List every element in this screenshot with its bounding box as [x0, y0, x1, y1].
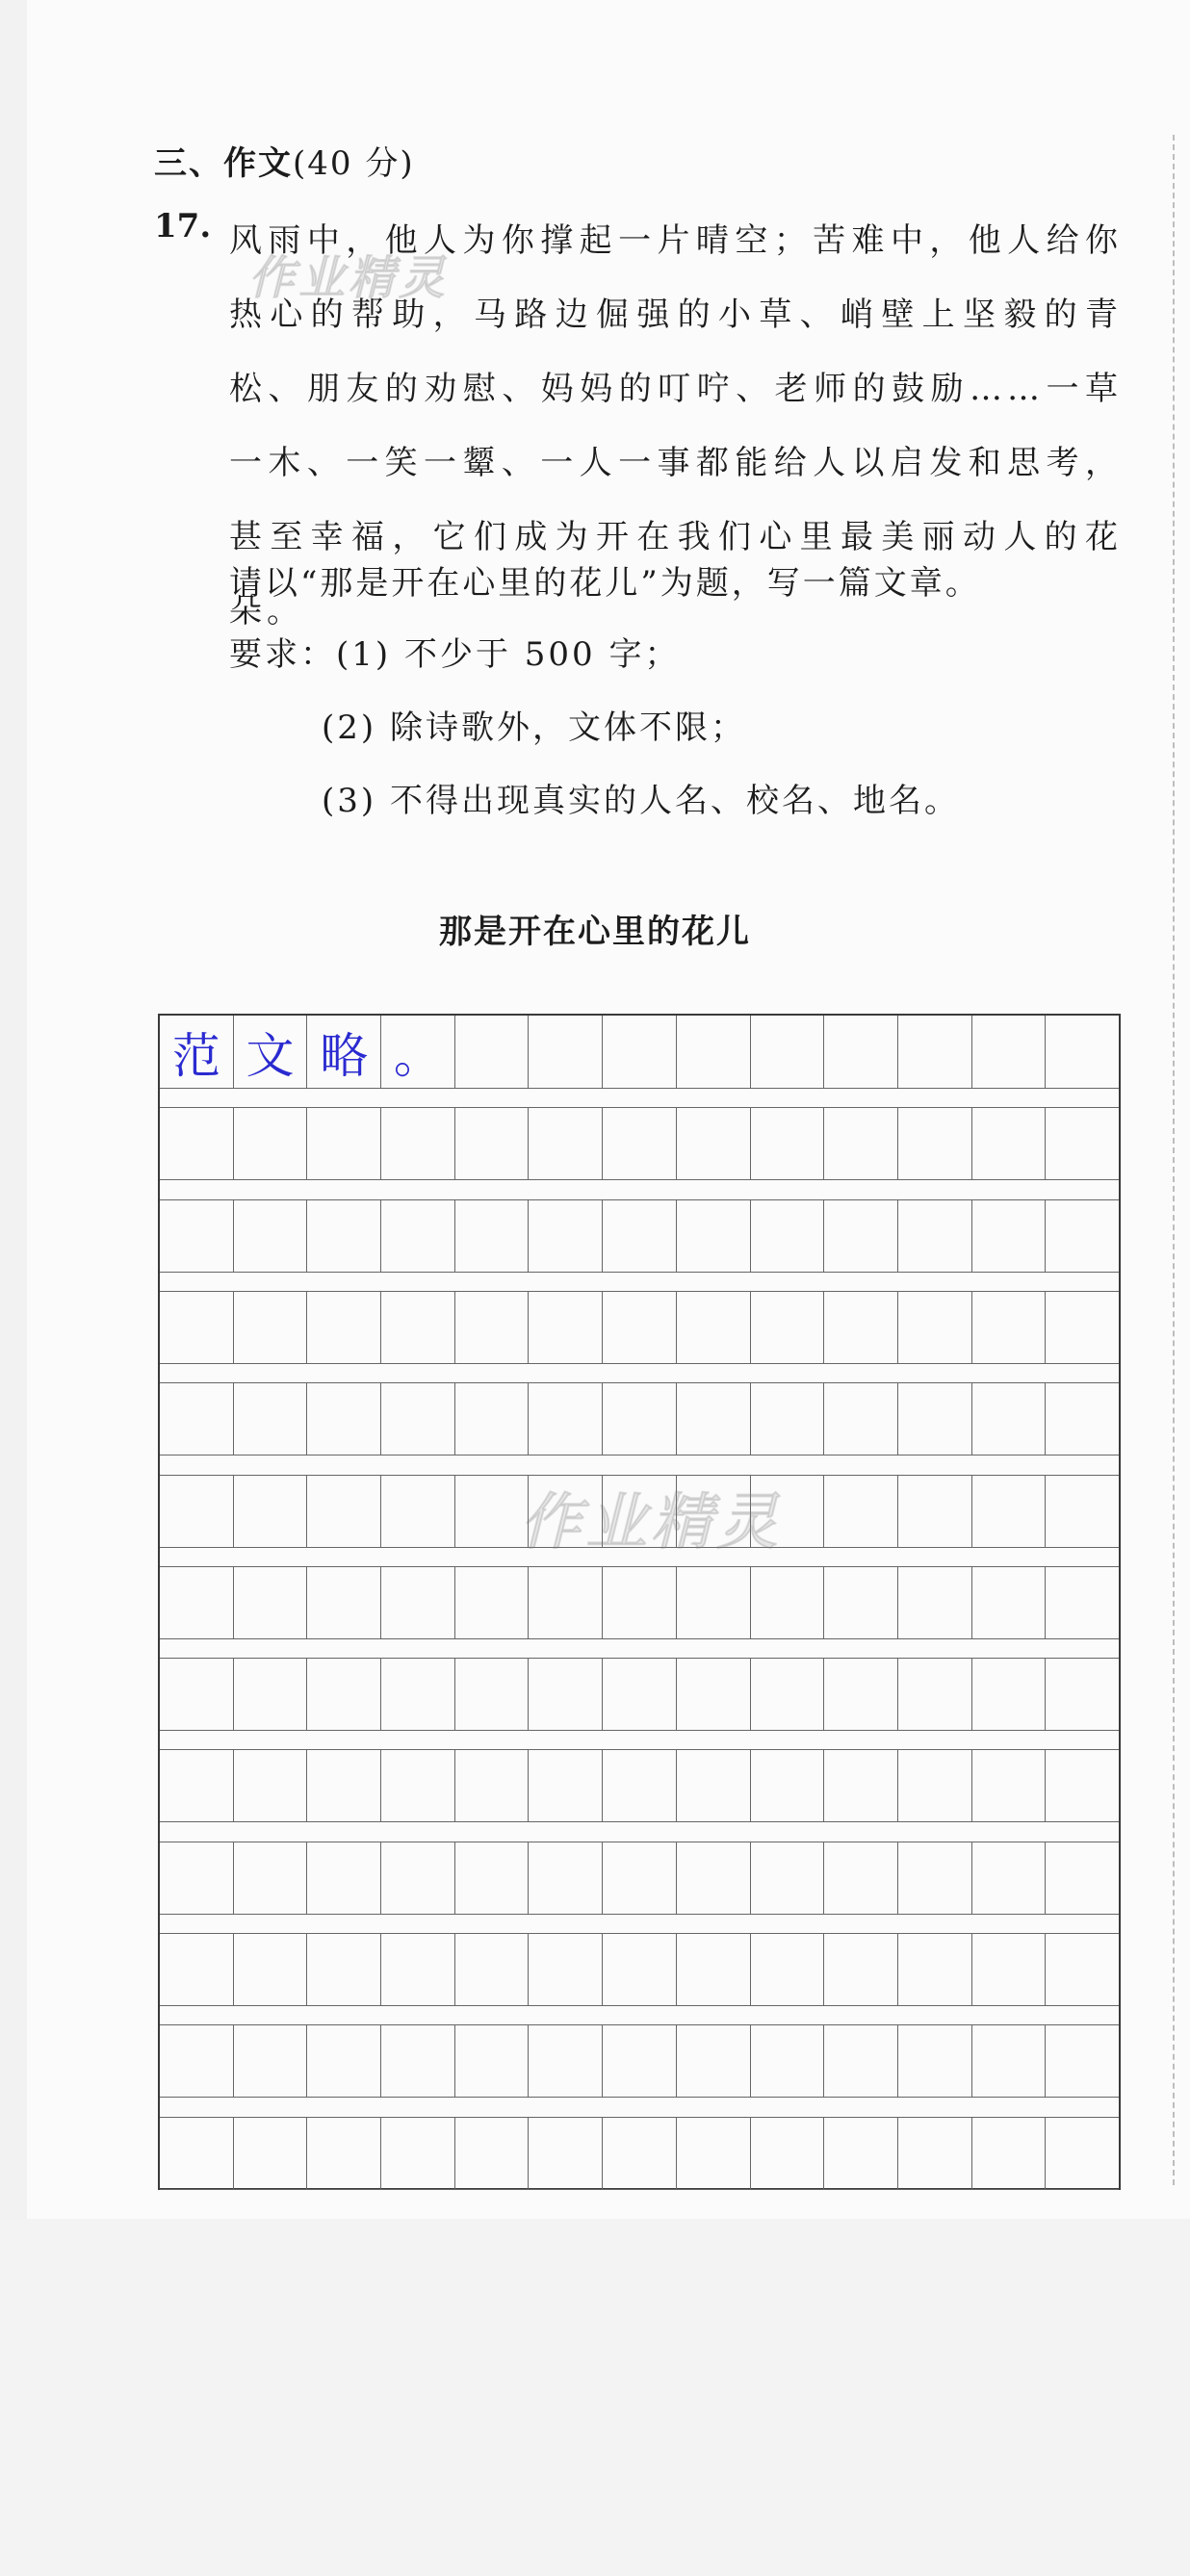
grid-cell — [751, 1750, 825, 1821]
grid-cell — [381, 1934, 455, 2005]
grid-cell — [824, 1292, 898, 1363]
requirement-item: (1) 不少于 500 字； — [336, 635, 681, 674]
grid-cell — [972, 1108, 1047, 1179]
grid-cell — [307, 1750, 381, 1821]
grid-cell — [824, 1842, 898, 1914]
grid-cell — [972, 1383, 1047, 1455]
grid-cell — [751, 1934, 825, 2005]
grid-cell — [751, 2025, 825, 2097]
requirement-item: (3) 不得出现真实的人名、校名、地名。 — [322, 782, 960, 820]
grid-cell — [898, 1016, 972, 1088]
grid-cell — [824, 1200, 898, 1272]
grid-cell — [972, 2118, 1047, 2189]
grid-cell — [677, 1200, 751, 1272]
grid-cell — [160, 2118, 234, 2189]
grid-cell — [529, 1200, 603, 1272]
grid-cell — [677, 1842, 751, 1914]
grid-cell — [234, 1659, 308, 1730]
grid-cell — [603, 1750, 677, 1821]
grid-cell — [160, 1108, 234, 1179]
requirement-item: (2) 除诗歌外，文体不限； — [322, 708, 746, 747]
page-binding-line — [1173, 135, 1177, 2185]
grid-cell — [898, 1200, 972, 1272]
grid-cell — [972, 1016, 1047, 1088]
grid-row — [160, 2117, 1119, 2190]
grid-cell — [1046, 1200, 1119, 1272]
requirements-line-1 — [229, 628, 680, 675]
grid-cell — [1046, 1659, 1119, 1730]
grid-cell — [381, 1383, 455, 1455]
composition-grid — [158, 1014, 1121, 2190]
grid-cell — [160, 1659, 234, 1730]
grid-cell — [160, 1842, 234, 1914]
grid-row — [160, 1291, 1119, 1364]
grid-cell — [751, 1016, 825, 1088]
grid-cell — [751, 1200, 825, 1272]
grid-cell — [160, 1567, 234, 1638]
grid-cell — [603, 1200, 677, 1272]
section-heading — [154, 137, 415, 184]
grid-cell — [455, 1659, 530, 1730]
watermark: 作业精灵 — [520, 1487, 782, 1558]
grid-cell — [529, 1016, 603, 1088]
grid-cell — [455, 1200, 530, 1272]
grid-cell — [603, 1292, 677, 1363]
grid-cell — [677, 1383, 751, 1455]
grid-cell — [603, 1108, 677, 1179]
grid-cell — [603, 1934, 677, 2005]
grid-cell — [1046, 1567, 1119, 1638]
grid-cell — [307, 1292, 381, 1363]
grid-cell — [307, 1200, 381, 1272]
essay-title: 那是开在心里的花儿 — [439, 913, 751, 951]
grid-cell — [1046, 1476, 1119, 1547]
grid-cell — [455, 1108, 530, 1179]
grid-cell — [603, 1842, 677, 1914]
grid-row — [160, 1749, 1119, 1822]
grid-cell — [972, 1842, 1047, 1914]
answer-char: 文 — [234, 1016, 308, 1088]
question-prompt: 风雨中，他人为你撑起一片晴空；苦难中，他人给你热心的帮助，马路边倔强的小草、峭壁上坚毅的青松、朋友的劝慰、妈妈的叮咛、老师的鼓励……一草一木、一笑一颦、一人一事都能给人以启发和思考，甚至幸福，它们成为开在我们心里最美丽动人的花朵。 — [229, 221, 1123, 631]
grid-cell — [381, 1842, 455, 1914]
grid-cell — [160, 1200, 234, 1272]
grid-cell — [972, 1934, 1047, 2005]
grid-row — [160, 1933, 1119, 2006]
grid-cell — [824, 1567, 898, 1638]
grid-cell — [824, 1934, 898, 2005]
grid-cell — [824, 2025, 898, 2097]
grid-cell — [1046, 1750, 1119, 1821]
grid-cell — [381, 1750, 455, 1821]
grid-row — [160, 2024, 1119, 2098]
grid-cell — [898, 1842, 972, 1914]
grid-cell — [455, 1016, 530, 1088]
grid-cell — [455, 2025, 530, 2097]
grid-cell — [307, 1934, 381, 2005]
grid-cell — [307, 2118, 381, 2189]
grid-cell — [898, 1383, 972, 1455]
grid-cell — [824, 1750, 898, 1821]
grid-cell — [972, 1567, 1047, 1638]
grid-cell — [529, 1659, 603, 1730]
grid-cell — [898, 1108, 972, 1179]
grid-cell — [160, 1476, 234, 1547]
grid-cell — [677, 1108, 751, 1179]
grid-cell — [898, 1567, 972, 1638]
grid-cell — [381, 2118, 455, 2189]
grid-cell — [307, 1567, 381, 1638]
grid-cell — [455, 1292, 530, 1363]
grid-cell — [529, 2025, 603, 2097]
grid-cell — [677, 1659, 751, 1730]
grid-cell — [234, 1842, 308, 1914]
grid-cell — [677, 1292, 751, 1363]
page-edge-shadow — [0, 0, 27, 2224]
grid-cell — [307, 1108, 381, 1179]
grid-cell — [751, 2118, 825, 2189]
grid-cell — [677, 2118, 751, 2189]
grid-row — [160, 1842, 1119, 1915]
grid-cell — [1046, 1934, 1119, 2005]
grid-cell — [972, 1659, 1047, 1730]
grid-cell — [455, 1383, 530, 1455]
grid-cell — [751, 1108, 825, 1179]
grid-cell — [1046, 1016, 1119, 1088]
grid-cell — [603, 1016, 677, 1088]
grid-cell — [529, 1292, 603, 1363]
grid-cell — [381, 1476, 455, 1547]
grid-cell — [234, 1750, 308, 1821]
grid-cell — [677, 1934, 751, 2005]
requirements-label: 要求： — [229, 635, 336, 674]
grid-cell — [972, 1200, 1047, 1272]
grid-row — [160, 1199, 1119, 1273]
grid-cell — [160, 1383, 234, 1455]
answer-char: 。 — [381, 1016, 455, 1088]
blank-margin — [0, 2219, 1190, 2576]
grid-row — [160, 1658, 1119, 1731]
grid-cell — [677, 1750, 751, 1821]
grid-cell — [455, 1842, 530, 1914]
grid-cell — [381, 1567, 455, 1638]
grid-row — [160, 1016, 1119, 1089]
grid-cell — [160, 2025, 234, 2097]
grid-cell — [160, 1292, 234, 1363]
grid-cell — [677, 2025, 751, 2097]
grid-cell — [381, 2025, 455, 2097]
grid-cell — [824, 2118, 898, 2189]
grid-cell — [972, 1476, 1047, 1547]
grid-cell — [234, 1383, 308, 1455]
grid-cell — [455, 2118, 530, 2189]
grid-cell — [1046, 2025, 1119, 2097]
grid-row — [160, 1382, 1119, 1455]
grid-cell — [898, 1659, 972, 1730]
grid-cell — [751, 1842, 825, 1914]
grid-cell — [898, 1934, 972, 2005]
grid-cell — [529, 1934, 603, 2005]
grid-cell — [603, 1567, 677, 1638]
watermark: 作业精灵 — [248, 251, 450, 305]
grid-cell — [160, 1750, 234, 1821]
grid-cell — [1046, 1108, 1119, 1179]
grid-cell — [455, 1934, 530, 2005]
grid-cell — [307, 2025, 381, 2097]
grid-cell — [455, 1476, 530, 1547]
grid-cell — [751, 1383, 825, 1455]
grid-cell — [234, 1476, 308, 1547]
grid-cell — [455, 1750, 530, 1821]
grid-cell — [972, 2025, 1047, 2097]
grid-cell — [603, 1383, 677, 1455]
grid-cell — [898, 1476, 972, 1547]
grid-cell — [234, 2118, 308, 2189]
grid-cell — [824, 1016, 898, 1088]
grid-cell — [234, 2025, 308, 2097]
grid-cell — [1046, 1383, 1119, 1455]
grid-cell — [307, 1476, 381, 1547]
grid-cell — [972, 1750, 1047, 1821]
grid-cell — [824, 1108, 898, 1179]
grid-cell — [307, 1383, 381, 1455]
grid-cell — [307, 1659, 381, 1730]
grid-cell — [529, 1750, 603, 1821]
grid-cell — [381, 1292, 455, 1363]
grid-cell — [824, 1383, 898, 1455]
grid-cell — [603, 2025, 677, 2097]
grid-cell — [529, 2118, 603, 2189]
grid-cell — [898, 2118, 972, 2189]
grid-cell — [381, 1659, 455, 1730]
grid-row — [160, 1107, 1119, 1180]
grid-cell — [603, 2118, 677, 2189]
grid-cell — [677, 1567, 751, 1638]
grid-row — [160, 1566, 1119, 1639]
grid-cell — [455, 1567, 530, 1638]
grid-cell — [677, 1016, 751, 1088]
answer-char: 范 — [160, 1016, 234, 1088]
answer-char: 略 — [307, 1016, 381, 1088]
grid-cell — [898, 1292, 972, 1363]
grid-cell — [1046, 1292, 1119, 1363]
grid-cell — [234, 1292, 308, 1363]
section-title: 三、作文 — [154, 144, 293, 183]
grid-cell — [234, 1108, 308, 1179]
grid-cell — [1046, 1842, 1119, 1914]
grid-cell — [898, 2025, 972, 2097]
question-number: 17. — [154, 207, 212, 245]
grid-cell — [529, 1567, 603, 1638]
question-instruction: 请以“那是开在心里的花儿”为题，写一篇文章。 — [229, 564, 981, 603]
grid-cell — [751, 1659, 825, 1730]
grid-cell — [234, 1567, 308, 1638]
section-score: (40 分) — [293, 144, 415, 183]
grid-cell — [1046, 2118, 1119, 2189]
grid-cell — [529, 1842, 603, 1914]
grid-cell — [381, 1200, 455, 1272]
grid-cell — [824, 1476, 898, 1547]
grid-cell — [381, 1108, 455, 1179]
grid-cell — [898, 1750, 972, 1821]
grid-cell — [972, 1292, 1047, 1363]
grid-cell — [234, 1200, 308, 1272]
grid-cell — [160, 1934, 234, 2005]
grid-cell — [751, 1567, 825, 1638]
grid-cell — [751, 1292, 825, 1363]
grid-cell — [603, 1659, 677, 1730]
grid-cell — [307, 1842, 381, 1914]
grid-cell — [529, 1108, 603, 1179]
grid-cell — [824, 1659, 898, 1730]
grid-cell — [234, 1934, 308, 2005]
grid-cell — [529, 1383, 603, 1455]
